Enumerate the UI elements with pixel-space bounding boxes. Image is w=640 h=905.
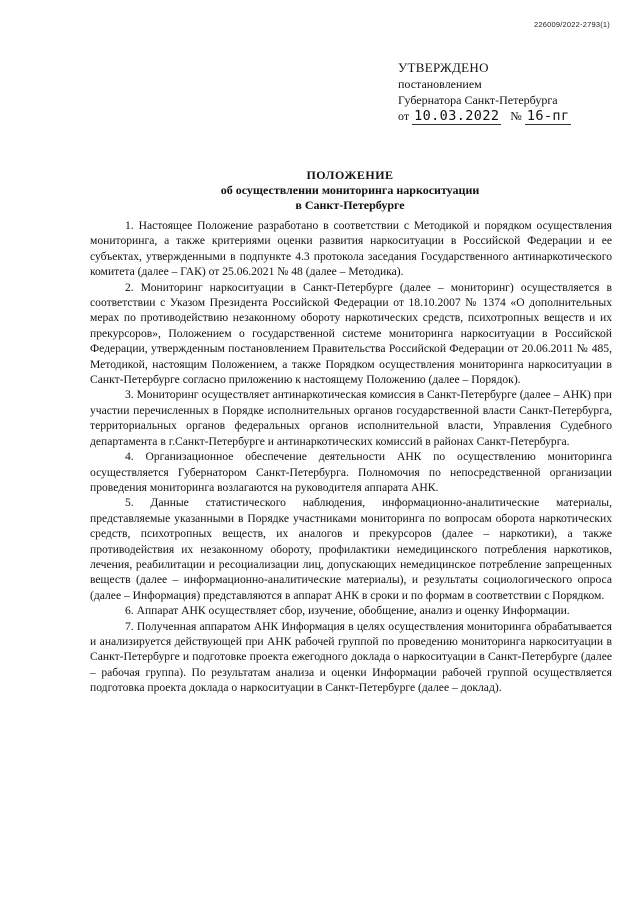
- date-value: 10.03.2022: [414, 108, 500, 124]
- title-line-3: в Санкт-Петербурге: [295, 198, 405, 212]
- number-value: 16-пг: [526, 108, 570, 124]
- title-main: ПОЛОЖЕНИЕ: [306, 168, 394, 182]
- document-title: [90, 168, 610, 213]
- paragraph: 3. Мониторинг осуществляет антинаркотическая комиссия в Санкт-Петербурге (далее – АНК) при участии перечисленных в Порядке исполнительных органов государственной власти Санкт-Петербурга, территориальных органов федеральных органов исполнительной власти, Управления Судебного департамента в г.Санкт-Петербурге и антинаркотических комиссий в районах Санкт-Петербурга.: [90, 388, 612, 448]
- title-line-2: об осуществлении мониторинга наркоситуации: [220, 183, 480, 197]
- paragraph: 6. Аппарат АНК осуществляет сбор, изучение, обобщение, анализ и оценку Информации.: [125, 604, 570, 618]
- approval-line-1: постановлением: [398, 77, 482, 91]
- approval-block: [398, 60, 571, 124]
- number-prefix: №: [510, 109, 522, 123]
- paragraph: 4. Организационное обеспечение деятельности АНК по осуществлению мониторинга осуществляется Губернатором Санкт-Петербурга. Полномочия по непосредственной организации проведения мониторинга возлагаются на руководителя аппарата АНК.: [90, 450, 612, 494]
- paragraph: 1. Настоящее Положение разработано в соответствии с Методикой и порядком осуществления мониторинга, а также критериями оценки развития наркоситуации в Российской Федерации и ее субъектах, утвержденными в подпункте 4.3 протокола заседания Государственного антинаркотического комитета (далее – ГАК) от 25.06.2021 № 48 (далее – Методика).: [90, 219, 612, 279]
- date-prefix: от: [398, 109, 410, 123]
- document-id: 226009/2022-2793(1): [534, 20, 610, 29]
- paragraph: 2. Мониторинг наркоситуации в Санкт-Петербурге (далее – мониторинг) осуществляется в соответствии с Указом Президента Российской Федерации от 18.10.2007 № 1374 «О дополнительных мерах по противодействию незаконному обороту наркотических средств, психотропных веществ и их прекурсоров», Положением о государственной системе мониторинга наркоситуации в Российской Федерации, утвержденным постановлением Правительства Российской Федерации от 20.06.2011 № 485, Методикой, настоящим Положением, а также Порядком осуществления мониторинга наркоситуации в Санкт-Петербурге согласно приложению к настоящему Положению (далее – Порядок).: [90, 280, 612, 387]
- approval-date-row: [398, 108, 571, 124]
- approval-line-2: Губернатора Санкт-Петербурга: [398, 93, 558, 107]
- paragraph: 7. Полученная аппаратом АНК Информация в целях осуществления мониторинга обрабатывается и анализируется действующей при АНК рабочей группой по проведению мониторинга наркоситуации в Санкт-Петербурге и подготовке проекта ежегодного доклада о наркоситуации в Санкт-Петербурге (далее – рабочая группа). По результатам анализа и оценки Информации рабочей группой осуществляется подготовка проекта доклада о наркоситуации в Санкт-Петербурге (далее – доклад).: [90, 619, 612, 695]
- approval-heading: УТВЕРЖДЕНО: [398, 60, 489, 75]
- paragraph: 5. Данные статистического наблюдения, информационно-аналитические материалы, представляемые указанными в Порядке участниками мониторинга по вопросам оборота наркотических средств, психотропных веществ, их аналогов и прекурсоров (далее – наркотики), а также противодействия их незаконному обороту, профилактики немедицинского потребления наркотиков, лечения, реабилитации и ресоциализации лиц, допускающих немедицинское потребление запрещенных веществ (далее – информационно-аналитические материалы), и результаты социологического опроса (далее – Информация) представляются в аппарат АНК в сроки и по формам в соответствии с Порядком.: [90, 496, 612, 602]
- document-body: [90, 218, 612, 696]
